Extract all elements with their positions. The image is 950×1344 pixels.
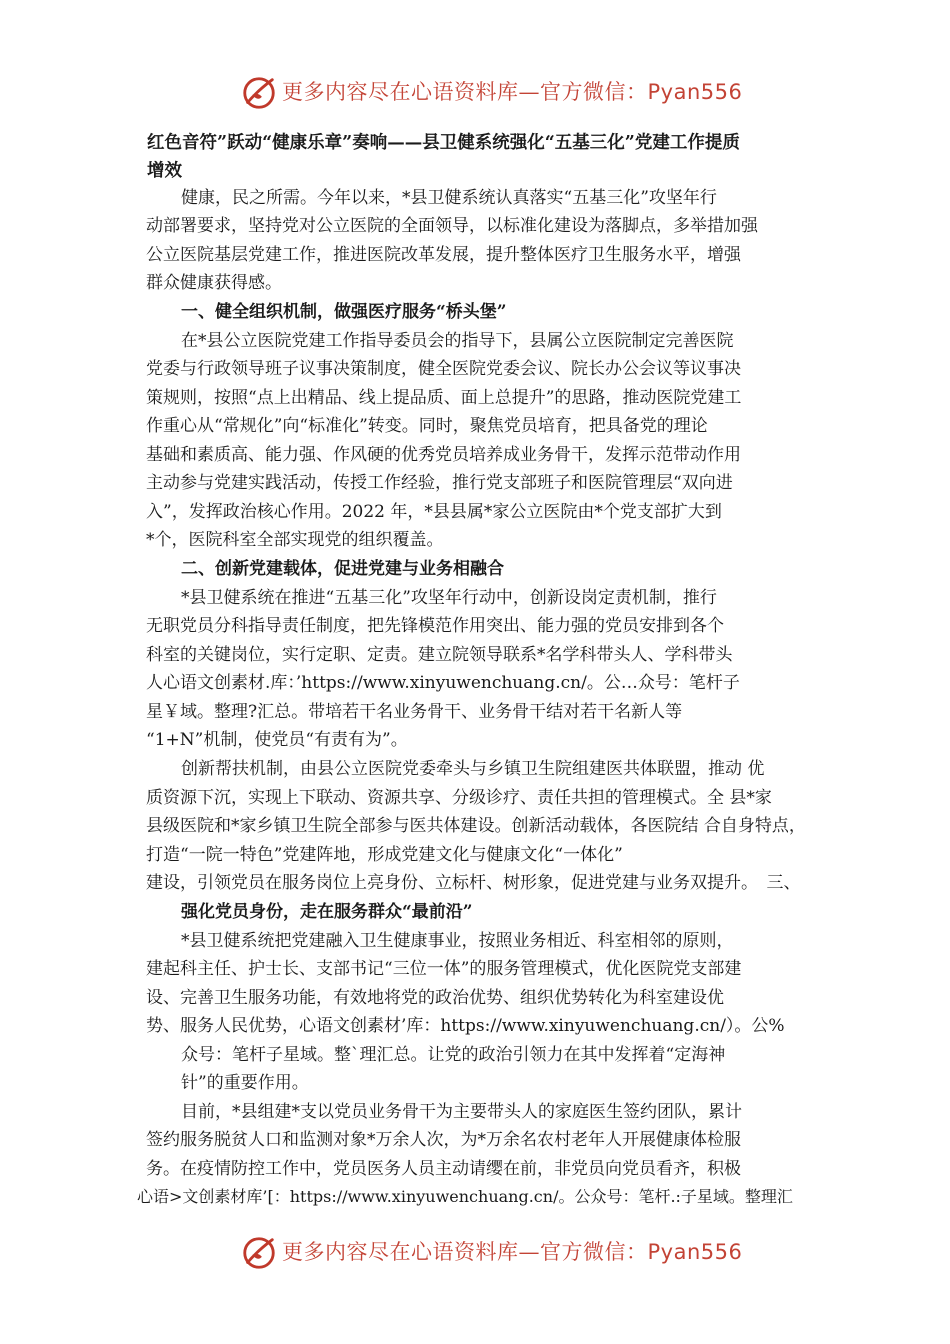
paragraph-line: 务。在疫情防控工作中，党员医务人员主动请缨在前，非党员向党员看齐，积极	[146, 1159, 741, 1179]
paragraph-line: 无职党员分科指导责任制度，把先锋模范作用突出、能力强的党员安排到各个	[146, 616, 724, 636]
brand-logo-icon	[240, 1234, 278, 1272]
paragraph-line: 众号：笔杆子星域。整`理汇总。让党的政治引领力在其中发挥着“定海神	[181, 1045, 726, 1065]
paragraph-line: 建设，引领党员在服务岗位上亮身份、立标杆、树形象，促进党建与业务双提升。 三、	[146, 873, 801, 893]
paragraph-line: 入”，发挥政治核心作用。2022 年，*县县属*家公立医院由*个党支部扩大到	[146, 502, 722, 522]
paragraph-line: 设、完善卫生服务功能，有效地将党的政治优势、组织优势转化为科室建设优	[146, 988, 724, 1008]
top-banner	[0, 72, 950, 112]
banner-wechat-id: Pyan556	[647, 1240, 743, 1264]
bottom-banner	[0, 1232, 950, 1272]
paragraph-line: 公立医院基层党建工作，推进医院改革发展，提升整体医疗卫生服务水平，增强	[146, 245, 741, 265]
section-heading-3: 强化党员身份，走在服务群众“最前沿”	[181, 902, 473, 922]
paragraph-line: 在*县公立医院党建工作指导委员会的指导下，县属公立医院制定完善医院	[181, 331, 734, 351]
paragraph-line: 作重心从“常规化”向“标准化”转变。同时，聚焦党员培育，把具备党的理论	[146, 416, 708, 436]
paragraph-line: 创新帮扶机制，由县公立医院党委牵头与乡镇卫生院组建医共体联盟，推动 优	[181, 759, 765, 779]
banner-text	[282, 1236, 742, 1268]
banner-text-cn: 更多内容尽在心语资料库—官方微信：	[282, 1240, 648, 1264]
section-heading-2: 二、创新党建载体，促进党建与业务相融合	[181, 559, 504, 579]
banner-text-cn: 更多内容尽在心语资料库—官方微信：	[282, 80, 648, 104]
paragraph-line: *县卫健系统在推进“五基三化”攻坚年行动中，创新设岗定责机制，推行	[181, 588, 717, 608]
paragraph-line: “1+N”机制，使党员“有责有为”。	[146, 730, 408, 750]
paragraph-line: 科室的关键岗位，实行定职、定责。建立院领导联系*名学科带头人、学科带头	[146, 645, 733, 665]
paragraph-line: 质资源下沉，实现上下联动、资源共享、分级诊疗、责任共担的管理模式。全 县*家	[146, 788, 772, 808]
paragraph-line: *个，医院科室全部实现党的组织覆盖。	[146, 530, 444, 550]
paragraph-line: 群众健康获得感。	[146, 273, 282, 293]
paragraph-line: 策规则，按照“点上出精品、线上提品质、面上总提升”的思路，推动医院党建工	[146, 388, 742, 408]
paragraph-line: 党委与行政领导班子议事决策制度，健全医院党委会议、院长办公会议等议事决	[146, 359, 741, 379]
paragraph-line: *县卫健系统把党建融入卫生健康事业，按照业务相近、科室相邻的原则，	[181, 931, 734, 951]
section-heading-1: 一、健全组织机制，做强医疗服务“桥头堡”	[181, 302, 507, 322]
doc-title-line2: 增效	[147, 161, 182, 181]
paragraph-line: 势、服务人民优势，心语文创素材’库：https://www.xinyuwenchuang.cn/）。公%	[146, 1016, 785, 1036]
paragraph-line: 人心语文创素材.库：’https://www.xinyuwenchuang.cn/。公…众号：笔杆子	[146, 673, 740, 693]
paragraph-line: 县级医院和*家乡镇卫生院全部参与医共体建设。创新活动载体，各医院结 合自身特点，	[146, 816, 806, 836]
paragraph-line: 健康，民之所需。今年以来，*县卫健系统认真落实“五基三化”攻坚年行	[181, 188, 717, 208]
paragraph-line: 心语>文创素材库’[：https://www.xinyuwenchuang.cn/。公众号：笔杆.:子星域。整理汇	[137, 1187, 793, 1206]
paragraph-line: 动部署要求，坚持党对公立医院的全面领导，以标准化建设为落脚点，多举措加强	[146, 216, 758, 236]
banner-wechat-id: Pyan556	[647, 80, 743, 104]
paragraph-line: 建起科主任、护士长、支部书记“三位一体”的服务管理模式，优化医院党支部建	[146, 959, 742, 979]
paragraph-line: 主动参与党建实践活动，传授工作经验，推行党支部班子和医院管理层“双向进	[146, 473, 733, 493]
banner-text	[282, 76, 742, 108]
paragraph-line: 星￥域。整理?汇总。带培若干名业务骨干、业务骨干结对若干名新人等	[146, 702, 683, 722]
brand-logo-icon	[240, 74, 278, 112]
doc-title-line1: 红色音符”跃动“健康乐章”奏响——县卫健系统强化“五基三化”党建工作提质	[147, 133, 740, 153]
paragraph-line: 目前，*县组建*支以党员业务骨干为主要带头人的家庭医生签约团队，累计	[181, 1102, 742, 1122]
paragraph-line: 打造“一院一特色”党建阵地，形成党建文化与健康文化“一体化”	[146, 845, 623, 865]
paragraph-line: 针”的重要作用。	[181, 1073, 309, 1093]
paragraph-line: 基础和素质高、能力强、作风硬的优秀党员培养成业务骨干，发挥示范带动作用	[146, 445, 741, 465]
paragraph-line: 签约服务脱贫人口和监测对象*万余人次，为*万余名农村老年人开展健康体检服	[146, 1130, 741, 1150]
